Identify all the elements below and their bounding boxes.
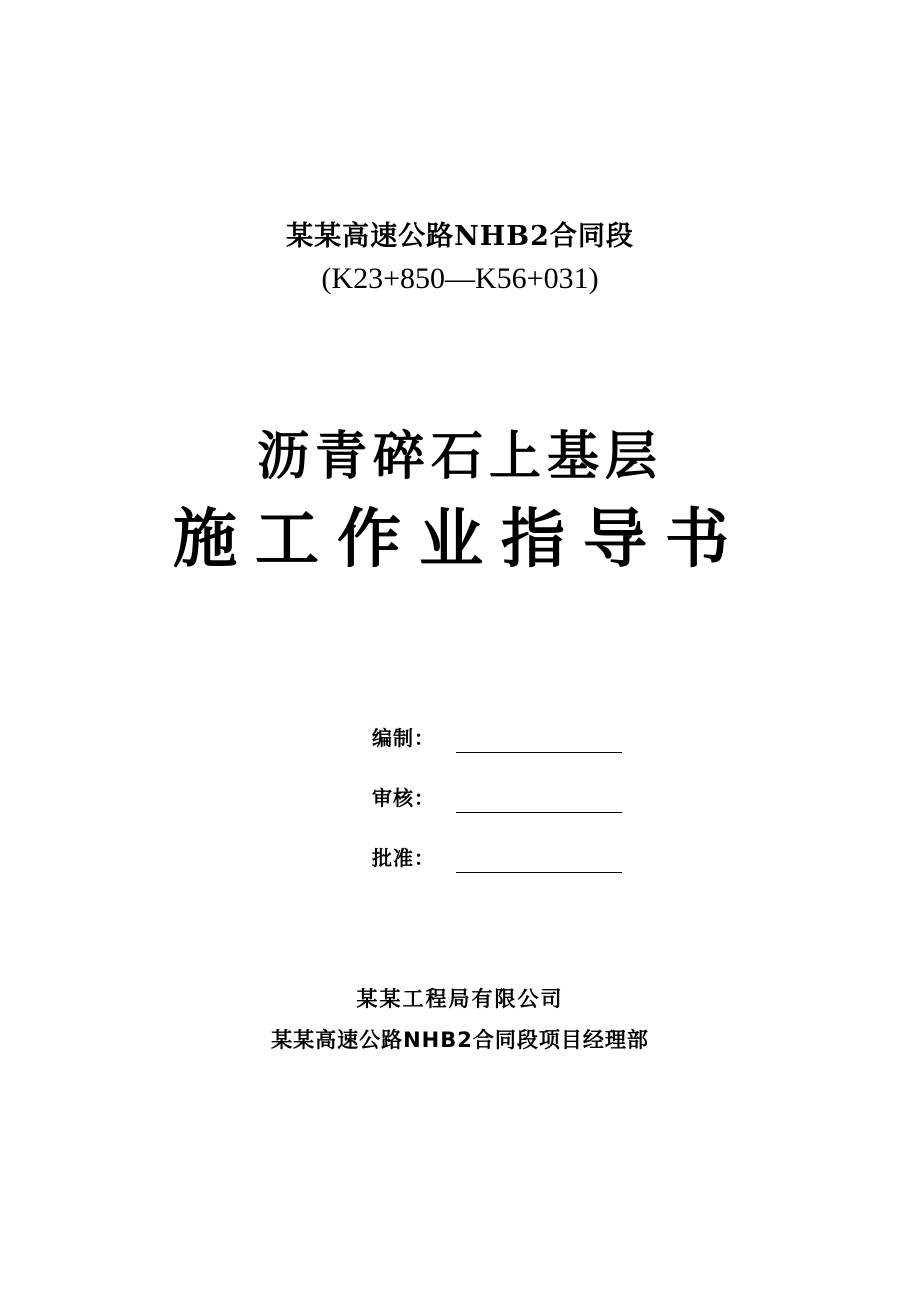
- chainage-range: (K23+850—K56+031): [321, 262, 599, 295]
- signature-row-reviewed: [372, 782, 632, 842]
- prepared-signature-line: [456, 722, 622, 753]
- project-department: 某某高速公路NHB2合同段项目经理部: [271, 1028, 649, 1052]
- reviewed-label: 审核：: [372, 786, 435, 810]
- signature-row-approved: [372, 842, 632, 902]
- prepared-label: 编制：: [372, 726, 435, 750]
- document-title-line2: 施工作业指导书: [173, 502, 747, 577]
- company-name: 某某工程局有限公司: [356, 987, 564, 1011]
- signature-block: [372, 722, 632, 902]
- project-title: 某某高速公路NHB2合同段: [286, 221, 634, 252]
- approved-label: 批准：: [372, 846, 435, 870]
- reviewed-signature-line: [456, 782, 622, 813]
- signature-row-prepared: [372, 722, 632, 782]
- document-title-line1: 沥青碎石上基层: [256, 426, 663, 487]
- approved-signature-line: [456, 842, 622, 873]
